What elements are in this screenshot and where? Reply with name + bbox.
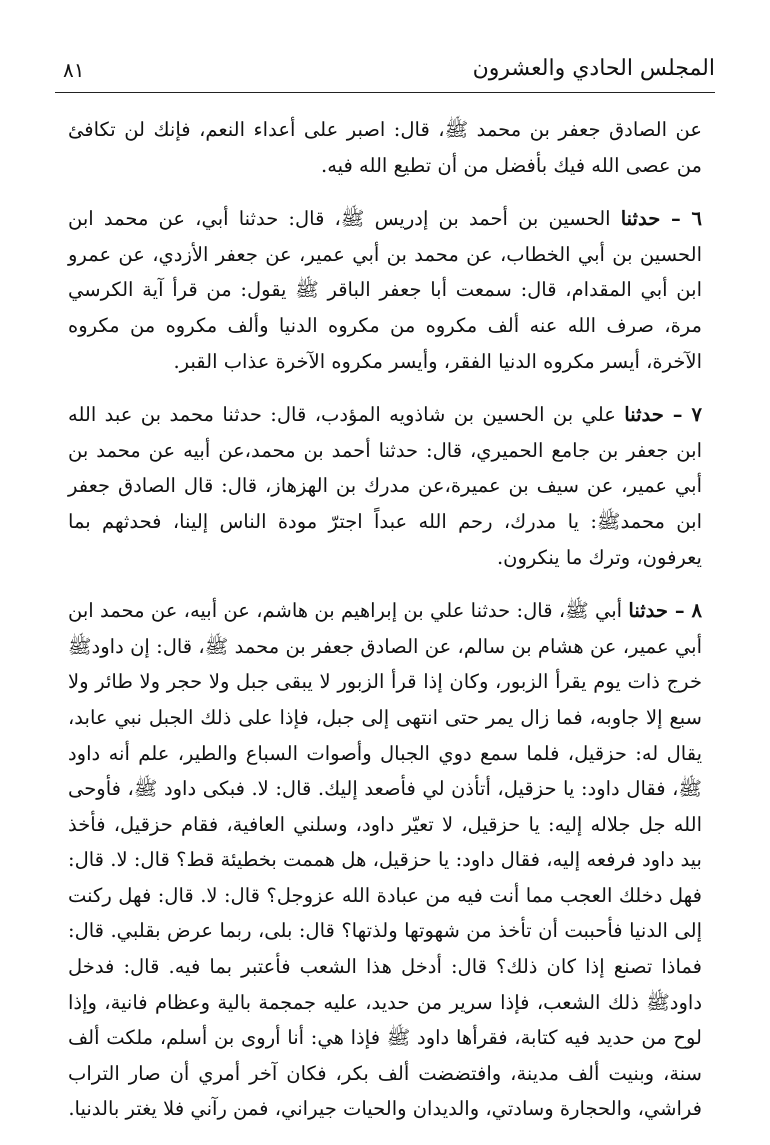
hadith-lead-word: حدثنا	[624, 403, 664, 427]
paragraph-text: عن الصادق جعفر بن محمد ﷺ، قال: اصبر على أعداء النعم، فإنك لن تكافئ من عصى الله فيك بأفضل من أن تطيع الله فيه.	[68, 118, 702, 177]
hadith-lead-word: حدثنا	[628, 599, 668, 623]
page-body	[68, 112, 702, 1145]
hadith-number: ٧ –	[663, 403, 702, 427]
hadith-number: ٨ –	[667, 599, 703, 623]
hadith-7	[68, 397, 702, 575]
page-number: ٨١	[63, 58, 85, 82]
paragraph-continuation	[68, 112, 702, 183]
hadith-lead-word: حدثنا	[620, 207, 661, 231]
running-title: المجلس الحادي والعشرون	[472, 56, 715, 81]
hadith-number: ٦ –	[660, 207, 703, 231]
hadith-6	[68, 201, 702, 379]
page-header	[55, 52, 715, 93]
paragraph-text: علي بن الحسين بن شاذويه المؤدب، قال: حدثنا محمد بن عبد الله ابن جعفر بن جامع الحميري، قال: حدثنا أحمد بن محمد،عن أبيه عن محمد بن أبي عمير، عن سيف بن عميرة،عن مدرك بن الهزهاز، قال: قال الصادق جعفر ابن محمدﷺ: يا مدرك، رحم الله عبداً اجترّ مودة الناس إلينا، فحدثهم بما يعرفون، وترك ما ينكرون.	[68, 403, 702, 569]
paragraph-text: الحسين بن أحمد بن إدريس ﷺ، قال: حدثنا أبي، عن محمد ابن الحسين بن أبي الخطاب، عن محمد بن أبي عمير، عن جعفر الأزدي، عن عمرو ابن أبي المقدام، قال: سمعت أبا جعفر الباقر ﷺ يقول: من قرأ آية الكرسي مرة، صرف الله عنه ألف مكروه من مكروه الدنيا وألف مكروه من مكروه الآخرة، أيسر مكروه الدنيا الفقر، وأيسر مكروه الآخرة عذاب القبر.	[68, 207, 702, 373]
paragraph-text: أبي ﷺ، قال: حدثنا علي بن إبراهيم بن هاشم، عن أبيه، عن محمد ابن أبي عمير، عن هشام بن سالم، عن الصادق جعفر بن محمد ﷺ، قال: إن داودﷺ خرج ذات يوم يقرأ الزبور، وكان إذا قرأ الزبور لا يبقى جبل ولا حجر ولا طائر ولا سبع إلا جاوبه، فما زال يمر حتى انتهى إلى جبل، فإذا على ذلك الجبل نبي عابد، يقال له: حزقيل، فلما سمع دوي الجبال وأصوات السباع والطير، علم أنه داود ﷺ، فقال داود: يا حزقيل، أتأذن لي فأصعد إليك. قال: لا. فبكى داود ﷺ، فأوحى الله جل جلاله إليه: يا حزقيل، لا تعيّر داود، وسلني العافية، فقام حزقيل، فأخذ بيد داود فرفعه إليه، فقال داود: يا حزقيل، هل هممت بخطيئة قط؟ قال: لا. قال: فهل دخلك العجب مما أنت فيه من عبادة الله عزوجل؟ قال: لا. قال: فهل ركنت إلى الدنيا فأحببت أن تأخذ من شهوتها ولذتها؟ قال: بلى، ربما عرض بقلبي. قال: فماذا تصنع إذا كان ذلك؟ قال: أدخل هذا الشعب فأعتبر بما فيه. قال: فدخل داودﷺ ذلك الشعب، فإذا سرير من حديد، عليه جمجمة بالية وعظام فانية، وإذا لوح من حديد فيه كتابة، فقرأها داود ﷺ فإذا هي: أنا أروى بن أسلم، ملكت ألف سنة، وبنيت ألف مدينة، وافتضضت ألف بكر، فكان آخر أمري أن صار التراب فراشي، والحجارة وسادتي، والديدان والحيات جيراني، فمن رآني فلا يغتر بالدنيا.	[68, 599, 702, 1121]
hadith-8	[68, 593, 702, 1127]
